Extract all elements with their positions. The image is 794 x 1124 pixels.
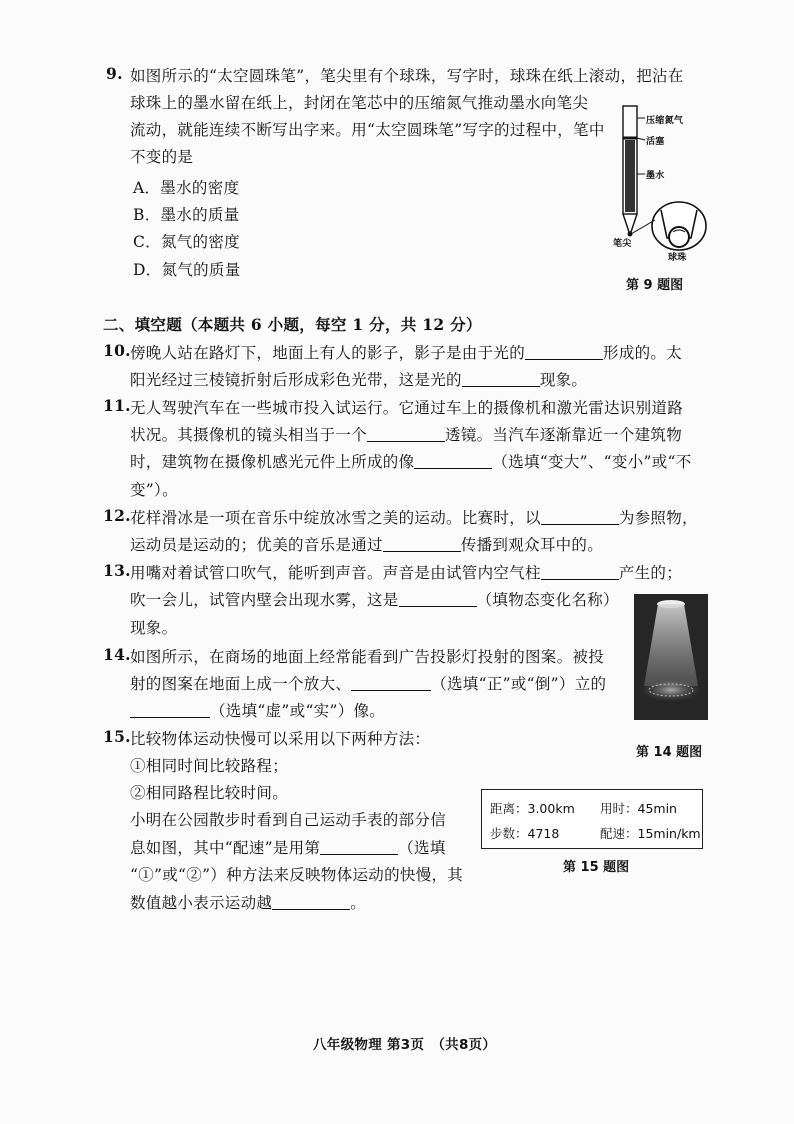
- label-ball: 球珠: [668, 253, 687, 263]
- q13-text-2a: 吹一会儿，试管内壁会出现水雾，这是: [130, 591, 399, 609]
- q10-text-2b: 现象。: [539, 371, 588, 389]
- q14-text-2a: 射的图案在地面上成一个放大、: [130, 675, 352, 693]
- q12-blank-2[interactable]: [383, 537, 461, 552]
- q9-option-b: B．墨水的质量: [133, 206, 240, 224]
- label-piston: 活塞: [646, 137, 665, 147]
- q13-line1: [130, 561, 682, 583]
- q9-number: 9.: [106, 64, 123, 83]
- q11-line1: 无人驾驶汽车在一些城市投入试运行。它通过车上的摄像机和激光雷达识别道路: [130, 399, 684, 417]
- q12-number: 12.: [103, 506, 131, 525]
- q11-text-2a: 状况。其摄像机的镜头相当于一个: [130, 426, 368, 444]
- q14-blank-1[interactable]: [351, 676, 431, 691]
- fig9-caption: 第 9 题图: [626, 278, 684, 293]
- q13-line3: 现象。: [130, 619, 178, 637]
- q15-number: 15.: [103, 727, 131, 746]
- q9-option-a: A．墨水的密度: [133, 179, 240, 197]
- q10-line2: [130, 368, 587, 390]
- q15-line6: “①”或“②”）种方法来反映物体运动的快慢，其: [130, 866, 464, 884]
- q10-blank-1[interactable]: [525, 345, 603, 360]
- q10-number: 10.: [103, 341, 131, 360]
- q9-option-c: C．氮气的密度: [133, 233, 240, 251]
- q13-number: 13.: [103, 561, 131, 580]
- label-tip: 笔尖: [613, 239, 632, 249]
- q9-line1: 如图所示的“太空圆珠笔”，笔尖里有个球珠，写字时，球珠在纸上滚动，把沾在: [130, 67, 684, 85]
- label-gas: 压缩氮气: [646, 116, 684, 126]
- q15-line1: 比较物体运动快慢可以采用以下两种方法：: [130, 730, 431, 748]
- watch-distance: 距离：3.00km: [490, 801, 575, 816]
- q9-line4: 不变的是: [130, 148, 194, 166]
- q12-text-2a: 运动员是运动的；优美的音乐是通过: [130, 536, 383, 554]
- watch-data-box: [481, 789, 703, 849]
- fig15-caption: 第 15 题图: [563, 860, 630, 875]
- q11-number: 11.: [103, 396, 131, 415]
- q9-line3: 流动，就能连续不断写出字来。用“太空圆珠笔”写字的过程中，笔中: [130, 121, 605, 139]
- q14-line3: [130, 699, 385, 721]
- q15-line4: 小明在公园散步时看到自己运动手表的部分信: [130, 811, 447, 829]
- q13-line2: [130, 588, 619, 610]
- q13-blank-1[interactable]: [541, 565, 619, 580]
- q11-line4: 变”）。: [130, 481, 178, 499]
- q11-blank-1[interactable]: [367, 427, 445, 442]
- q14-text-2b: （选填“正”或“倒”）立的: [431, 675, 607, 693]
- q15-line5: [130, 836, 446, 858]
- q12-line2: [130, 533, 603, 555]
- q14-line1: 如图所示，在商场的地面上经常能看到广告投影灯投射的图案。被投: [130, 648, 605, 666]
- q11-blank-2[interactable]: [414, 454, 492, 469]
- q9-option-d: D．氮气的质量: [133, 261, 241, 279]
- q15-text-7b: 。: [350, 894, 367, 912]
- q11-line2: [130, 423, 682, 445]
- watch-steps: 步数：4718: [490, 826, 560, 841]
- q13-text-2b: （填物态变化名称）: [476, 591, 619, 609]
- q15-blank-1[interactable]: [320, 840, 398, 855]
- q12-text-1a: 花样滑冰是一项在音乐中绽放冰雪之美的运动。比赛时，以: [130, 509, 541, 527]
- q15-text-5a: 息如图，其中“配速”是用第: [130, 839, 321, 857]
- label-ink: 墨水: [646, 171, 665, 181]
- q12-text-2b: 传播到观众耳中的。: [460, 536, 604, 554]
- q15-method1: ①相同时间比较路程；: [130, 757, 289, 775]
- q15-text-5b: （选填: [398, 839, 446, 857]
- q10-blank-2[interactable]: [462, 372, 540, 387]
- section-heading: 二、填空题（本题共 6 小题，每空 1 分，共 12 分）: [103, 315, 482, 334]
- q10-text-2a: 阳光经过三棱镜折射后形成彩色光带，这是光的: [130, 371, 462, 389]
- q15-blank-2[interactable]: [272, 895, 350, 910]
- q13-text-1a: 用嘴对着试管口吹气，能听到声音。声音是由试管内空气柱: [130, 564, 541, 582]
- fig14-caption: 第 14 题图: [636, 745, 703, 760]
- q14-text-3b: （选填“虚”或“实”）像。: [210, 702, 386, 720]
- q14-number: 14.: [103, 645, 131, 664]
- q10-text-1a: 傍晚人站在路灯下，地面上有人的影子，影子是由于光的: [130, 344, 526, 362]
- q15-line7: [130, 891, 366, 913]
- q9-line2: 球珠上的墨水留在纸上，封闭在笔芯中的压缩氮气推动墨水向笔尖: [130, 94, 589, 112]
- q10-text-1b: 形成的。太: [603, 344, 683, 362]
- q12-text-1b: 为参照物，: [618, 509, 698, 527]
- q11-text-2b: 透镜。当汽车逐渐靠近一个建筑物: [445, 426, 683, 444]
- q11-text-3b: （选填“变大”、“变小”或“不: [492, 453, 692, 471]
- q15-method2: ②相同路程比较时间。: [130, 784, 289, 802]
- q14-blank-2[interactable]: [130, 703, 210, 718]
- q15-text-7a: 数值越小表示运动越: [130, 894, 273, 912]
- q14-line2: [130, 672, 606, 694]
- q12-line1: [130, 506, 698, 528]
- q11-line3: [130, 450, 692, 472]
- q11-text-3a: 时，建筑物在摄像机感光元件上所成的像: [130, 453, 415, 471]
- q13-text-1b: 产生的；: [618, 564, 683, 582]
- watch-time: 用时：45min: [600, 801, 677, 816]
- watch-pace: 配速：15min/km: [600, 826, 701, 841]
- q13-blank-2[interactable]: [399, 592, 477, 607]
- projector-photo: [634, 594, 708, 720]
- page-footer: 八年级物理 第3页 （共8页）: [313, 1037, 497, 1053]
- q12-blank-1[interactable]: [541, 510, 619, 525]
- q10-line1: [130, 341, 682, 363]
